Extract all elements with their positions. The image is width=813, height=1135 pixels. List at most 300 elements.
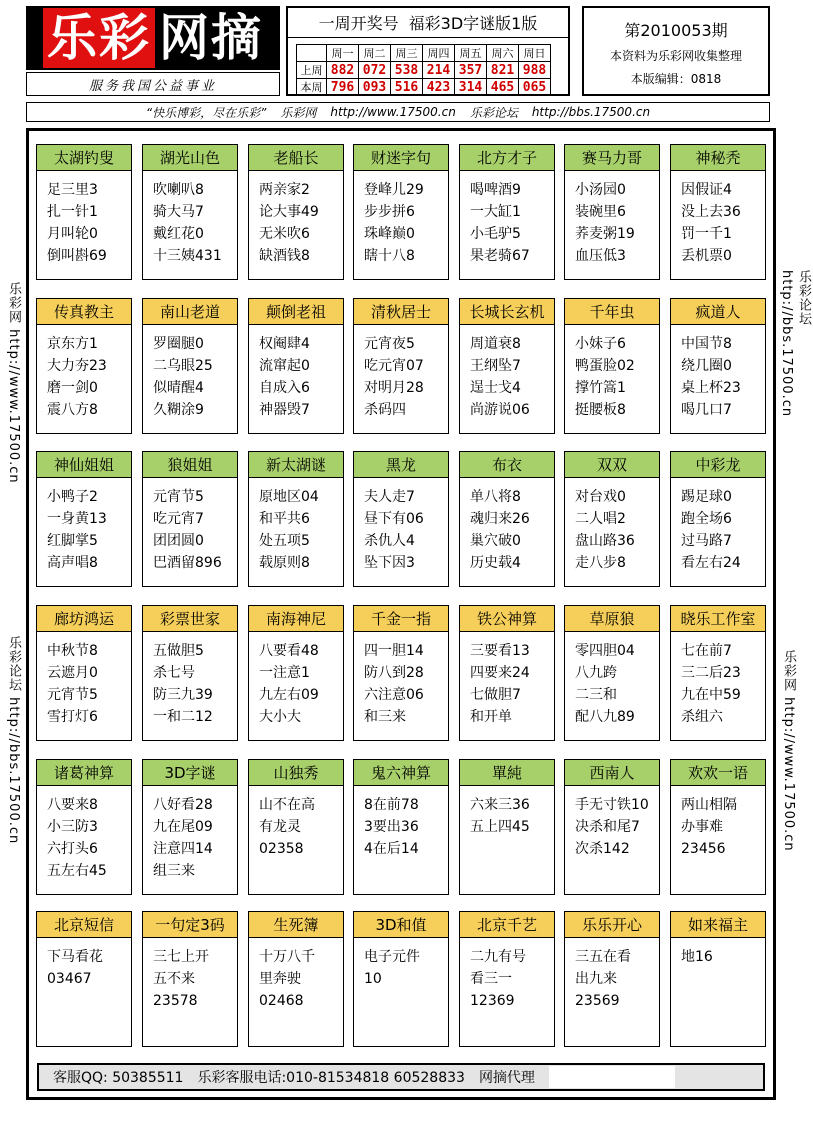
tip-card-body xyxy=(354,938,448,990)
draw-title-bar xyxy=(288,8,568,38)
tip-line: 出九来 xyxy=(575,971,617,987)
tip-line: 丢机票0 xyxy=(681,248,732,264)
tip-card xyxy=(36,911,132,1047)
tip-card xyxy=(36,298,132,434)
tip-line: 无米吹6 xyxy=(259,226,310,242)
tip-card xyxy=(142,605,238,741)
tip-line: 和开单 xyxy=(470,709,512,725)
tip-line: 五做胆5 xyxy=(153,643,204,659)
tip-card-title: 廊坊鸿运 xyxy=(37,606,131,632)
draw-number: 214 xyxy=(423,62,455,79)
tip-line: 神器毁7 xyxy=(259,402,310,418)
tip-line: 对台戏0 xyxy=(575,489,626,505)
logo xyxy=(26,6,280,70)
tip-line: 决杀和尾7 xyxy=(575,819,640,835)
tip-card-body xyxy=(143,325,237,421)
tip-line: 团团圆0 xyxy=(153,533,204,549)
tip-line: 挺腰板8 xyxy=(575,402,626,418)
tip-line: 一身黄13 xyxy=(47,511,107,527)
tip-line: 六来三36 xyxy=(470,797,530,813)
draw-weekday-row xyxy=(297,45,551,62)
tip-line: 高声唱8 xyxy=(47,555,98,571)
tip-line: 中国节8 xyxy=(681,336,732,352)
tip-line: 逞士戈4 xyxy=(470,380,521,396)
tip-line: 罗圈腿0 xyxy=(153,336,204,352)
tip-card-body xyxy=(354,632,448,728)
tip-card-title: 一句定3码 xyxy=(143,912,237,938)
draw-number: 065 xyxy=(519,79,551,96)
tip-line: 23456 xyxy=(681,841,726,857)
tip-card xyxy=(564,759,660,895)
tip-card xyxy=(670,759,766,895)
weekday-label: 周六 xyxy=(487,45,519,62)
tip-card xyxy=(142,298,238,434)
tip-line: 六打头6 xyxy=(47,841,98,857)
tip-card-body xyxy=(249,171,343,267)
tip-line: 久糊涂9 xyxy=(153,402,204,418)
tip-card-body xyxy=(671,325,765,421)
side-text-left-bottom: 乐彩论坛 http://bbs.17500.cn xyxy=(6,636,21,845)
tip-card-title: 千金一指 xyxy=(354,606,448,632)
tip-card-body xyxy=(354,171,448,267)
draw-results-box xyxy=(286,6,570,96)
tip-card-title: 神仙姐姐 xyxy=(37,452,131,478)
url-bar-quote: “快乐博彩，尽在乐彩” xyxy=(145,105,267,120)
tip-card-body xyxy=(143,786,237,882)
tip-card-body xyxy=(37,325,131,421)
draw-row-label: 本周 xyxy=(297,79,327,96)
tip-line: 对明月28 xyxy=(364,380,424,396)
tip-line: 10 xyxy=(364,971,382,987)
tip-line: 一和二12 xyxy=(153,709,213,725)
tip-line: 二三和 xyxy=(575,687,617,703)
tip-line: 单八将8 xyxy=(470,489,521,505)
footer-phone: 乐彩客服电话:010-81534818 60528833 xyxy=(197,1070,465,1086)
tip-card-title: 單純 xyxy=(460,760,554,786)
tip-line: 杀仇人4 xyxy=(364,533,415,549)
issue-note: 本资料为乐彩网收集整理 xyxy=(609,49,742,63)
draw-number: 093 xyxy=(359,79,391,96)
tip-line: 次杀142 xyxy=(575,841,630,857)
tip-card-title: 老船长 xyxy=(249,145,343,171)
tip-line: 登峰儿29 xyxy=(364,182,424,198)
tip-line: 八九跨 xyxy=(575,665,617,681)
tip-line: 果老骑67 xyxy=(470,248,530,264)
tip-line: 地16 xyxy=(681,949,713,965)
tip-line: 三二后23 xyxy=(681,665,741,681)
tip-card-body xyxy=(460,632,554,728)
tip-line: 罚一千1 xyxy=(681,226,732,242)
tip-card xyxy=(353,759,449,895)
footer-agent: 网摘代理 xyxy=(478,1070,535,1086)
forum-name: 乐彩论坛 xyxy=(469,105,518,120)
draw-row-label: 上周 xyxy=(297,62,327,79)
draw-number: 465 xyxy=(487,79,519,96)
tip-card xyxy=(142,759,238,895)
tip-card-body xyxy=(671,478,765,574)
tip-card xyxy=(670,911,766,1047)
tip-card-title: 湖光山色 xyxy=(143,145,237,171)
draw-subtitle: 福彩3D字谜版1版 xyxy=(408,14,538,33)
tip-line: 四一胆14 xyxy=(364,643,424,659)
tip-card xyxy=(248,144,344,280)
tip-card xyxy=(353,144,449,280)
weekday-label: 周三 xyxy=(391,45,423,62)
tip-line: 骑大马7 xyxy=(153,204,204,220)
draw-number: 796 xyxy=(327,79,359,96)
tip-card xyxy=(459,759,555,895)
tip-line: 足三里3 xyxy=(47,182,98,198)
tip-line: 十三姨431 xyxy=(153,248,222,264)
tip-card xyxy=(248,911,344,1047)
tip-line: 震八方8 xyxy=(47,402,98,418)
side-text-left-top: 乐彩网 http://www.17500.cn xyxy=(6,282,21,484)
tip-card-title: 山独秀 xyxy=(249,760,343,786)
tip-line: 珠峰巅0 xyxy=(364,226,415,242)
tip-card xyxy=(142,451,238,587)
tip-line: 九在中59 xyxy=(681,687,741,703)
issue-number: 第2010053期 xyxy=(624,21,728,40)
tip-line: 周道衰8 xyxy=(470,336,521,352)
tip-card-title: 神秘秃 xyxy=(671,145,765,171)
tip-line: 魂归来26 xyxy=(470,511,530,527)
draw-number: 072 xyxy=(359,62,391,79)
tip-card-body xyxy=(249,938,343,1012)
tip-card-body xyxy=(37,632,131,728)
tip-line: 零四胆04 xyxy=(575,643,635,659)
tip-card-title: 晓乐工作室 xyxy=(671,606,765,632)
tip-card-title: 诸葛神算 xyxy=(37,760,131,786)
tip-card-title: 铁公神算 xyxy=(460,606,554,632)
tip-line: 八好看28 xyxy=(153,797,213,813)
tip-line: 吃元宵07 xyxy=(364,358,424,374)
tip-card xyxy=(670,451,766,587)
tip-card-title: 太湖钓叟 xyxy=(37,145,131,171)
tip-card-body xyxy=(565,632,659,728)
draw-number: 516 xyxy=(391,79,423,96)
tip-line: 京东方1 xyxy=(47,336,98,352)
tip-card-body xyxy=(37,171,131,267)
draw-table xyxy=(296,44,551,96)
tip-line: 三七上开 xyxy=(153,949,209,965)
tip-card xyxy=(248,298,344,434)
tip-line: 七做胆7 xyxy=(470,687,521,703)
tip-card xyxy=(564,451,660,587)
tip-line: 过马路7 xyxy=(681,533,732,549)
tip-line: 巴酒留896 xyxy=(153,555,222,571)
tip-line: 元宵节5 xyxy=(47,687,98,703)
tip-line: 电子元件 xyxy=(364,949,420,965)
tip-card-title: 3D字谜 xyxy=(143,760,237,786)
tip-line: 九左右09 xyxy=(259,687,319,703)
tip-card xyxy=(353,451,449,587)
tip-card xyxy=(670,298,766,434)
tip-line: 云遮月0 xyxy=(47,665,98,681)
tip-line: 扎一针1 xyxy=(47,204,98,220)
tip-card-title: 赛马力哥 xyxy=(565,145,659,171)
tip-card-title: 生死簿 xyxy=(249,912,343,938)
tip-line: 注意四14 xyxy=(153,841,213,857)
tip-card-title: 清秋居士 xyxy=(354,299,448,325)
tip-card-title: 鬼六神算 xyxy=(354,760,448,786)
tip-line: 8在前78 xyxy=(364,797,419,813)
weekday-label: 周一 xyxy=(327,45,359,62)
tip-card-title: 黑龙 xyxy=(354,452,448,478)
forum-link[interactable]: http://bbs.17500.cn xyxy=(531,105,651,119)
tip-line: 有龙灵 xyxy=(259,819,301,835)
tip-line: 处五项5 xyxy=(259,533,310,549)
tip-line: 山不在高 xyxy=(259,797,315,813)
tip-card-body xyxy=(249,786,343,860)
tip-line: 吃元宵7 xyxy=(153,511,204,527)
tip-card-title: 财迷字句 xyxy=(354,145,448,171)
tip-card-title: 北京短信 xyxy=(37,912,131,938)
tip-card-body xyxy=(460,786,554,838)
tip-card xyxy=(36,451,132,587)
tip-line: 杀码四 xyxy=(364,402,406,418)
tip-card-body xyxy=(460,938,554,1012)
tip-card-body xyxy=(37,478,131,574)
tip-line: 元宵节5 xyxy=(153,489,204,505)
tip-line: 戴红花0 xyxy=(153,226,204,242)
tip-line: 自成入6 xyxy=(259,380,310,396)
tip-line: 两山相隔 xyxy=(681,797,737,813)
tip-card-title: 欢欢一语 xyxy=(671,760,765,786)
tip-line: 七在前7 xyxy=(681,643,732,659)
tip-card xyxy=(142,144,238,280)
draw-row-this-week xyxy=(297,79,551,96)
tip-line: 走八步8 xyxy=(575,555,626,571)
tip-card xyxy=(459,298,555,434)
side-text-right-bottom: 乐彩网 http://www.17500.cn xyxy=(781,650,796,852)
tip-card xyxy=(248,451,344,587)
tip-line: 中秋节8 xyxy=(47,643,98,659)
tip-line: 23569 xyxy=(575,993,620,1009)
tip-card xyxy=(564,144,660,280)
tip-line: 3要出36 xyxy=(364,819,419,835)
tip-line: 4在后14 xyxy=(364,841,419,857)
tip-line: 大力夯23 xyxy=(47,358,107,374)
tip-line: 手无寸铁10 xyxy=(575,797,649,813)
tip-line: 配八九89 xyxy=(575,709,635,725)
tip-card xyxy=(459,144,555,280)
tip-card-title: 狼姐姐 xyxy=(143,452,237,478)
tip-card-body xyxy=(143,938,237,1012)
site-link[interactable]: http://www.17500.cn xyxy=(330,105,456,119)
tip-card-title: 传真教主 xyxy=(37,299,131,325)
tip-line: 防三九39 xyxy=(153,687,213,703)
tip-card-body xyxy=(565,171,659,267)
tip-card-body xyxy=(565,478,659,574)
draw-title: 一周开奖号 xyxy=(318,14,399,33)
tip-card-body xyxy=(460,171,554,267)
tip-card xyxy=(459,911,555,1047)
tip-card-title: 新太湖谜 xyxy=(249,452,343,478)
tip-line: 小妹子6 xyxy=(575,336,626,352)
tip-line: 撑竹篙1 xyxy=(575,380,626,396)
tip-card-title: 如来福主 xyxy=(671,912,765,938)
tip-card-body xyxy=(460,478,554,574)
logo-part1: 乐彩 xyxy=(43,8,155,68)
tip-line: 一大缸1 xyxy=(470,204,521,220)
tip-line: 看三一 xyxy=(470,971,512,987)
tip-card-title: 双双 xyxy=(565,452,659,478)
tip-line: 三五在看 xyxy=(575,949,631,965)
tip-card xyxy=(353,605,449,741)
tip-line: 血压低3 xyxy=(575,248,626,264)
draw-number: 314 xyxy=(455,79,487,96)
weekday-label: 周日 xyxy=(519,45,551,62)
footer-qq: 客服QQ: 50385511 xyxy=(53,1070,184,1086)
tip-line: 权阉肆4 xyxy=(259,336,310,352)
tip-line: 23578 xyxy=(153,993,198,1009)
weekday-label: 周二 xyxy=(359,45,391,62)
draw-row-last-week xyxy=(297,62,551,79)
tip-line: 二人唱2 xyxy=(575,511,626,527)
issue-editor: 本版编辑：0818 xyxy=(630,72,722,86)
draw-number: 988 xyxy=(519,62,551,79)
tip-line: 昼下有06 xyxy=(364,511,424,527)
tip-line: 流窜起0 xyxy=(259,358,310,374)
tip-line: 桌上杯23 xyxy=(681,380,741,396)
tip-line: 五上四45 xyxy=(470,819,530,835)
tip-card-title: 疯道人 xyxy=(671,299,765,325)
tip-line: 跑全场6 xyxy=(681,511,732,527)
tip-line: 红脚掌5 xyxy=(47,533,98,549)
tip-line: 八要看48 xyxy=(259,643,319,659)
tip-card-body xyxy=(249,478,343,574)
tip-line: 和三来 xyxy=(364,709,406,725)
tip-line: 载原则8 xyxy=(259,555,310,571)
tip-line: 装碗里6 xyxy=(575,204,626,220)
tip-card-body xyxy=(249,632,343,728)
tip-card xyxy=(353,298,449,434)
tip-line: 月叫轮0 xyxy=(47,226,98,242)
tip-card xyxy=(670,144,766,280)
weekday-label: 周五 xyxy=(455,45,487,62)
tip-card-title: 草原狼 xyxy=(565,606,659,632)
tip-card-title: 乐乐开心 xyxy=(565,912,659,938)
draw-number: 538 xyxy=(391,62,423,79)
tip-card-title: 北方才子 xyxy=(460,145,554,171)
tip-line: 02358 xyxy=(259,841,304,857)
tip-line: 下马看花 xyxy=(47,949,103,965)
tip-line: 防八到28 xyxy=(364,665,424,681)
tip-card-title: 北京千艺 xyxy=(460,912,554,938)
tip-card-title: 长城长玄机 xyxy=(460,299,554,325)
tip-line: 没上去36 xyxy=(681,204,741,220)
tip-card-body xyxy=(249,325,343,421)
tip-line: 倒叫斟69 xyxy=(47,248,107,264)
tip-line: 组三来 xyxy=(153,863,195,879)
tip-card-body xyxy=(671,171,765,267)
tip-card-body xyxy=(460,325,554,421)
tip-card-body xyxy=(37,938,131,990)
side-text-right-top: 乐彩论坛 http://bbs.17500.cn xyxy=(779,270,811,418)
tip-line: 元宵夜5 xyxy=(364,336,415,352)
tip-line: 八要来8 xyxy=(47,797,98,813)
tip-card-title: 布衣 xyxy=(460,452,554,478)
tips-grid xyxy=(26,128,776,1100)
issue-box xyxy=(582,6,770,96)
tip-card-title: 南海神尼 xyxy=(249,606,343,632)
tip-line: 办事难 xyxy=(681,819,723,835)
tip-line: 二九有号 xyxy=(470,949,526,965)
tip-line: 绕几圈0 xyxy=(681,358,732,374)
tip-card-body xyxy=(37,786,131,882)
tip-card-title: 彩票世家 xyxy=(143,606,237,632)
tip-card xyxy=(36,605,132,741)
tip-card-body xyxy=(565,938,659,1012)
tip-line: 小毛驴5 xyxy=(470,226,521,242)
tip-line: 磨一剑0 xyxy=(47,380,98,396)
tip-line: 夫人走7 xyxy=(364,489,415,505)
tip-card-title: 颠倒老祖 xyxy=(249,299,343,325)
tip-card-body xyxy=(143,171,237,267)
tip-card-title: 千年虫 xyxy=(565,299,659,325)
tip-line: 喝几口7 xyxy=(681,402,732,418)
tip-card-body xyxy=(354,325,448,421)
tip-line: 尚游说06 xyxy=(470,402,530,418)
tip-line: 因假证4 xyxy=(681,182,732,198)
tip-line: 小鸭子2 xyxy=(47,489,98,505)
tip-line: 二乌眼25 xyxy=(153,358,213,374)
tip-line: 三要看13 xyxy=(470,643,530,659)
tip-line: 五不来 xyxy=(153,971,195,987)
tip-line: 杀七号 xyxy=(153,665,195,681)
tip-line: 小三防3 xyxy=(47,819,98,835)
tip-card-title: 中彩龙 xyxy=(671,452,765,478)
site-name: 乐彩网 xyxy=(280,105,317,120)
draw-number: 821 xyxy=(487,62,519,79)
tip-card xyxy=(564,605,660,741)
tip-card xyxy=(248,605,344,741)
footer-bar xyxy=(37,1063,765,1091)
tip-line: 盘山路36 xyxy=(575,533,635,549)
tip-card-body xyxy=(565,325,659,421)
tip-line: 似晴醒4 xyxy=(153,380,204,396)
tip-line: 步步拼6 xyxy=(364,204,415,220)
logo-part2: 网摘 xyxy=(159,9,263,67)
tip-line: 踢足球0 xyxy=(681,489,732,505)
tip-line: 喝啤酒9 xyxy=(470,182,521,198)
tip-line: 王纲坠7 xyxy=(470,358,521,374)
weekday-label: 周四 xyxy=(423,45,455,62)
tip-card xyxy=(353,911,449,1047)
tip-line: 12369 xyxy=(470,993,515,1009)
tip-card xyxy=(564,298,660,434)
tip-line: 小汤园0 xyxy=(575,182,626,198)
tip-card-title: 南山老道 xyxy=(143,299,237,325)
tip-line: 历史载4 xyxy=(470,555,521,571)
tip-card-body xyxy=(565,786,659,860)
tip-line: 坠下因3 xyxy=(364,555,415,571)
tip-line: 看左右24 xyxy=(681,555,741,571)
tip-line: 鸭蛋脸02 xyxy=(575,358,635,374)
tip-line: 十万八千 xyxy=(259,949,315,965)
tip-card-body xyxy=(143,632,237,728)
tip-line: 五左右45 xyxy=(47,863,107,879)
tip-line: 里奔驶 xyxy=(259,971,301,987)
tip-line: 缺酒钱8 xyxy=(259,248,310,264)
slogan: 服务我国公益事业 xyxy=(26,72,280,96)
tip-card-body xyxy=(671,938,765,968)
tip-line: 四要来24 xyxy=(470,665,530,681)
tip-line: 瞎十八8 xyxy=(364,248,415,264)
tip-card-body xyxy=(354,478,448,574)
tip-line: 九在尾09 xyxy=(153,819,213,835)
tip-line: 巢穴破0 xyxy=(470,533,521,549)
